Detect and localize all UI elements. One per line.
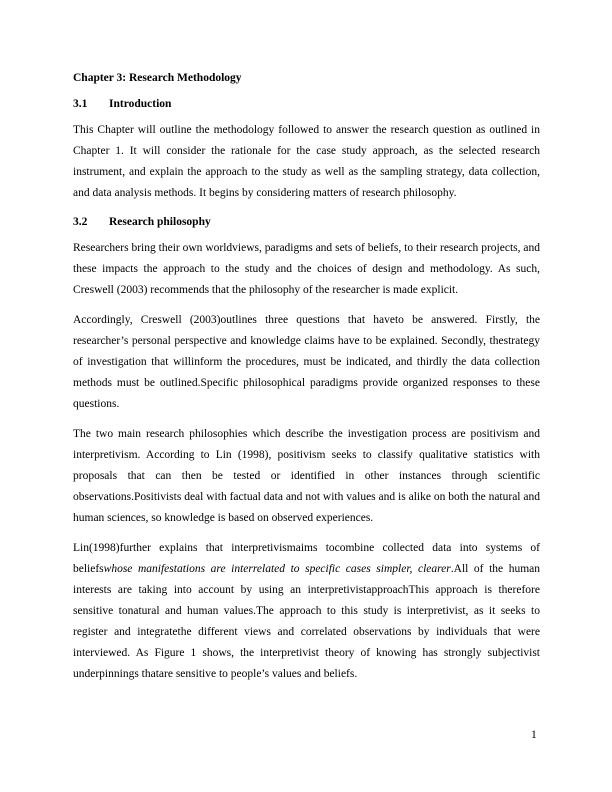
paragraph-text: .All of the human interests are taking into account by using an interpretivistapproachThis approach is therefore sensitive tonatural and human values.The approach to this study is interpretivist, as it seeks to register and integratethe different views and correlated observations by individuals that were interviewed. As Figure 1 shows, the interpretivist theory of knowing has strongly subjectivist underpinnings thatare sensitive to people’s values and beliefs. bbox=[73, 563, 541, 680]
paragraph-creswell-questions: Accordingly, Creswell (2003)outlines three questions that haveto be answered. Firstly, the researcher’s personal perspective and knowledge claims have to be explained. Secondly, thestrategy of investigation that willinform the procedures, must be indicated, and thirdly the data collection methods must be outlined.Specific philosophical paradigms provide organized responses to these questions. bbox=[73, 314, 540, 410]
section-heading-introduction bbox=[73, 96, 540, 112]
paragraph-interpretivism bbox=[73, 538, 540, 685]
section-heading-research-philosophy bbox=[73, 214, 540, 230]
chapter-title: Chapter 3: Research Methodology bbox=[73, 72, 242, 84]
paragraph-text: Lin(1998)further explains that interpretivismaims tocombine collected data into systems of beliefs bbox=[73, 542, 540, 575]
paragraph-introduction: This Chapter will outline the methodology followed to answer the research question as outlined in Chapter 1. It will consider the rationale for the case study approach, as the selected research instrument, and explain the approach to the study as well as the sampling strategy, data collection, and data analysis methods. It begins by considering matters of research philosophy. bbox=[73, 124, 540, 199]
page-number: 1 bbox=[531, 729, 537, 741]
paragraph-positivism-interpretivism: The two main research philosophies which describe the investigation process are positivism and interpretivism. According to Lin (1998), positivism seeks to classify qualitative statistics with proposals that can then be tested or identified in other instances through scientific observations.Positivists deal with factual data and not with values and is alike on both the natural and human sciences, so knowledge is based on observed experiences. bbox=[73, 428, 540, 524]
section-title: Research philosophy bbox=[109, 216, 211, 228]
italic-quote: whose manifestations are interrelated to specific cases simpler, clearer bbox=[103, 563, 451, 575]
section-number: 3.2 bbox=[73, 216, 88, 228]
section-title: Introduction bbox=[109, 98, 172, 110]
section-number: 3.1 bbox=[73, 98, 88, 110]
document-body bbox=[73, 70, 540, 694]
paragraph-worldviews: Researchers bring their own worldviews, paradigms and sets of beliefs, to their research projects, and these impacts the approach to the study and the choices of design and methodology. As such, Creswell (2003) recommends that the philosophy of the researcher is made explicit. bbox=[73, 242, 540, 296]
